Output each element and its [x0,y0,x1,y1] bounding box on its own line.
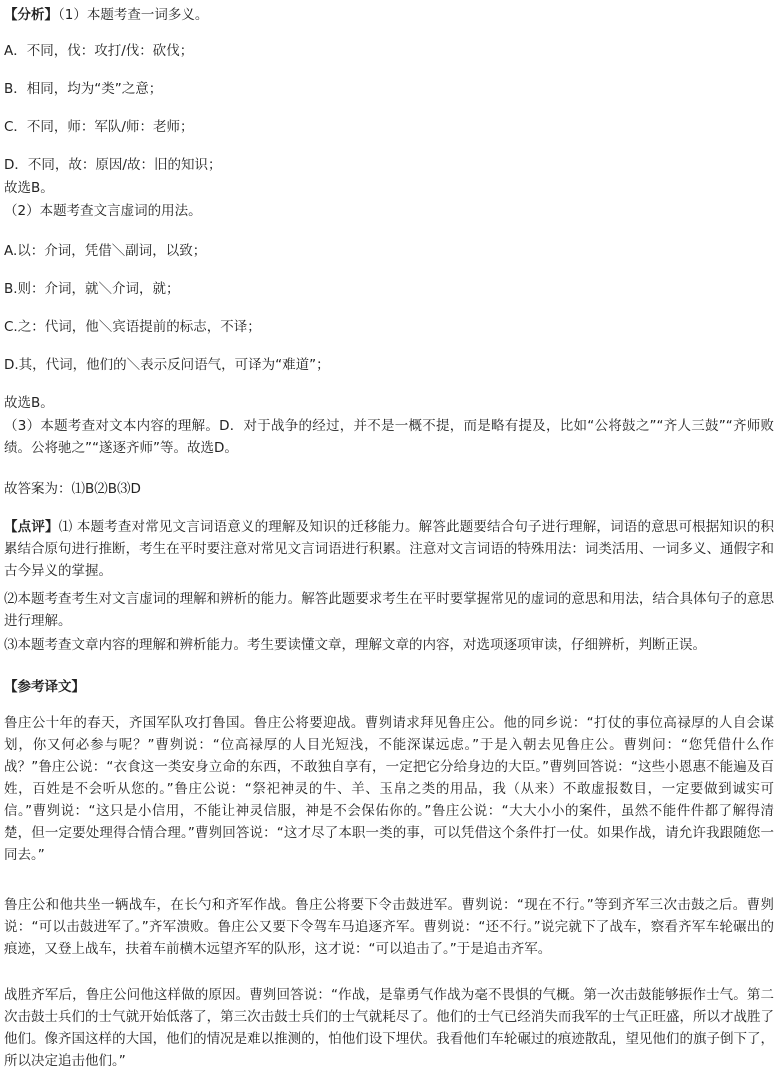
translation-p2: 鲁庄公和他共坐一辆战车，在长勺和齐军作战。鲁庄公将要下令击鼓进军。曹刿说：“现在不行。”等到齐军三次击鼓之后。曹刿说：“可以击鼓进军了。”齐军溃败。鲁庄公又要下令驾车马追逐齐军。曹刿说：“还不行。”说完就下了战车，察看齐军车轮碾出的痕迹，又登上战车，扶着车前横木远望齐军的队形，这才说：“可以追击了。”于是追击齐军。 [4,897,774,957]
analysis-header [4,4,774,26]
q1-intro: （1）本题考查一词多义。 [58,7,209,23]
q1-option-a: A．不同，伐：攻打/伐：砍伐； [4,43,194,59]
q2-option-a: A.以：介词，凭借＼副词，以致； [4,243,207,259]
q2-option-c: C.之：代词，他＼宾语提前的标志，不译； [4,319,261,335]
q1-answer: 故选B。 [4,180,54,196]
q2-intro: （2）本题考查文言虚词的用法。 [4,203,202,219]
q2-option-d: D.其，代词，他们的＼表示反问语气，可译为“难道”； [4,357,330,373]
comment-p3: ⑶本题考查文章内容的理解和辨析能力。考生要读懂文章，理解文章的内容，对选项逐项审读，仔细辨析，判断正误。 [4,637,706,653]
comment-text-1: ⑴ 本题考查对常见文言词语意义的理解及知识的迁移能力。解答此题要结合句子进行理解，词语的意思可根据知识的积累结合原句进行推断，考生在平时要注意对常见文言词语进行积累。注意对文言词语的特殊用法：词类活用、一词多义、通假字和古今异义的掌握。 [4,519,775,579]
comment-p2: ⑵本题考查考生对文言虚词的理解和辨析的能力。解答此题要求考生在平时要掌握常见的虚词的意思和用法，结合具体句子的意思进行理解。 [4,591,774,629]
q2-option-b: B.则：介词，就＼介词，就； [4,281,180,297]
comment-p1 [4,516,774,582]
final-answer: 故答案为：⑴B⑵B⑶D [4,481,141,497]
q1-option-b: B．相同，均为“类”之意； [4,81,163,97]
analysis-label: 【分析】 [4,7,58,23]
translation-p1: 鲁庄公十年的春天，齐国军队攻打鲁国。鲁庄公将要迎战。曹刿请求拜见鲁庄公。他的同乡说：“打仗的事位高禄厚的人自会谋划，你又何必参与呢？”曹刿说：“位高禄厚的人目光短浅，不能深谋远虑。”于是入朝去见鲁庄公。曹刿问：“您凭借什么作战？”鲁庄公说：“衣食这一类安身立命的东西，不敢独自享有，一定把它分给身边的大臣。”曹刿回答说：“这些小恩惠不能遍及百姓，百姓是不会听从您的。”鲁庄公说：“祭祀神灵的牛、羊、玉帛之类的用品，我（从来）不敢虚报数目，一定要做到诚实可信。”曹刿说：“这只是小信用，不能让神灵信服，神是不会保佑你的。”鲁庄公说：“大大小小的案件，虽然不能件件都了解得清楚，但一定要处理得合情合理。”曹刿回答说：“这才尽了本职一类的事，可以凭借这个条件打一仗。如果作战，请允许我跟随您一同去。” [4,715,774,863]
translation-label: 【参考译文】 [4,679,85,695]
translation-p3: 战胜齐军后，鲁庄公问他这样做的原因。曹刿回答说：“作战，是靠勇气作战为毫不畏惧的气概。第一次击鼓能够振作士气。第二次击鼓士兵们的士气就开始低落了，第三次击鼓士兵们的士气就耗尽了。他们的士气已经消失而我军的士气正旺盛，所以才战胜了他们。像齐国这样的大国，他们的情况是难以推测的，怕他们设下埋伏。我看他们车轮碾过的痕迹散乱，望见他们的旗子倒下了，所以决定追击他们。” [4,987,774,1069]
q1-option-c: C．不同，师：军队/师：老师； [4,119,194,135]
q1-option-d: D．不同，故：原因/故：旧的知识； [4,157,222,173]
q3-text: （3）本题考查对文本内容的理解。D．对于战争的经过，并不是一概不提，而是略有提及，比如“公将鼓之”“齐人三鼓”“齐师败绩。公将驰之”“遂逐齐师”等。故选D。 [4,418,774,456]
comment-label: 【点评】 [4,519,59,535]
watermark-1: ​ [373,41,387,83]
q2-answer: 故选B。 [4,395,54,411]
